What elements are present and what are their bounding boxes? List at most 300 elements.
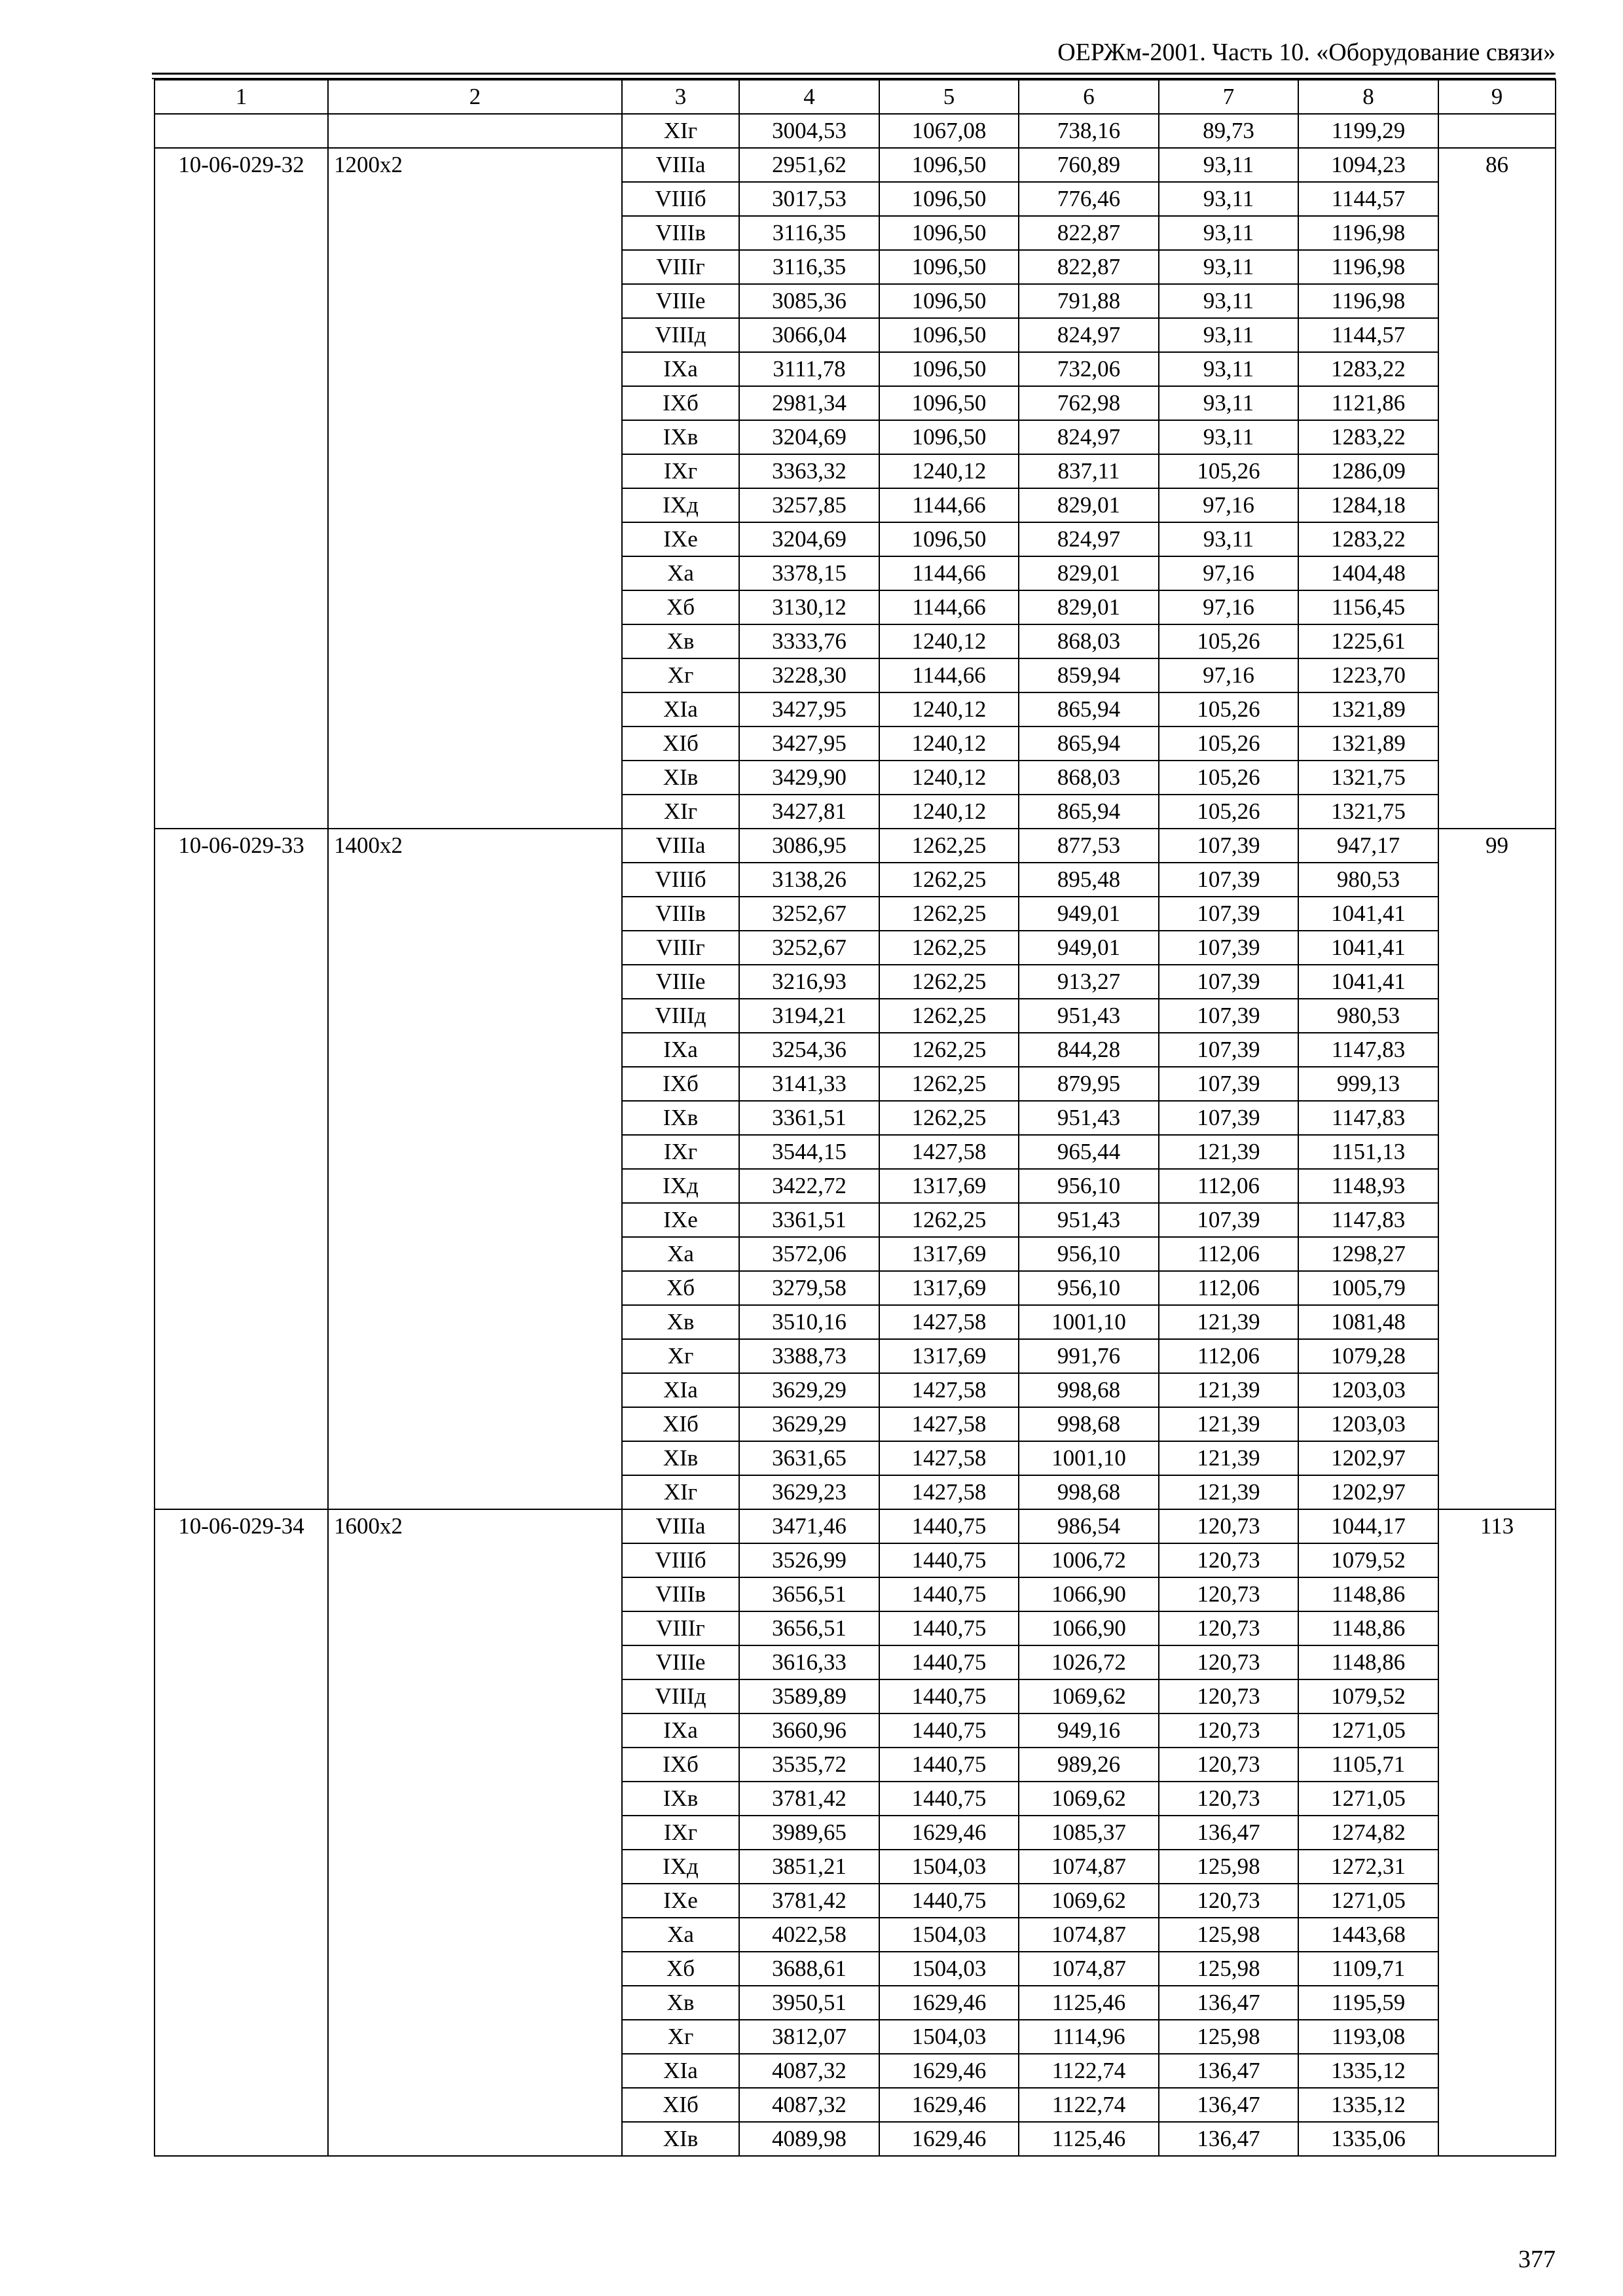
value-cell: 1148,86: [1298, 1577, 1438, 1611]
value-cell: 3629,23: [739, 1475, 879, 1509]
value-cell: 3572,06: [739, 1237, 879, 1271]
value-cell: 1440,75: [879, 1577, 1019, 1611]
value-cell: 1225,61: [1298, 624, 1438, 658]
value-cell: 120,73: [1159, 1509, 1298, 1543]
value-cell: XIв: [622, 2122, 739, 2156]
value-cell: 1440,75: [879, 1884, 1019, 1918]
value-cell: Xб: [622, 590, 739, 624]
value-cell: IXг: [622, 1816, 739, 1850]
value-cell: 824,97: [1019, 318, 1159, 352]
value-cell: IXд: [622, 1169, 739, 1203]
value-cell: XIа: [622, 692, 739, 726]
value-cell: IXе: [622, 522, 739, 556]
value-cell: 3254,36: [739, 1033, 879, 1067]
value-cell: 121,39: [1159, 1407, 1298, 1441]
value-cell: VIIIв: [622, 1577, 739, 1611]
value-cell: IXд: [622, 488, 739, 522]
value-cell: 1274,82: [1298, 1816, 1438, 1850]
value-cell: 3656,51: [739, 1611, 879, 1645]
value-cell: 1262,25: [879, 1033, 1019, 1067]
code-cell: 10-06-029-32: [155, 148, 328, 829]
value-cell: 97,16: [1159, 590, 1298, 624]
value-cell: 107,39: [1159, 965, 1298, 999]
value-cell: 1096,50: [879, 216, 1019, 250]
value-cell: 97,16: [1159, 556, 1298, 590]
value-cell: XIв: [622, 1441, 739, 1475]
value-cell: IXб: [622, 1067, 739, 1101]
value-cell: 125,98: [1159, 2020, 1298, 2054]
value-cell: 1105,71: [1298, 1748, 1438, 1782]
value-cell: 991,76: [1019, 1339, 1159, 1373]
value-cell: 3361,51: [739, 1203, 879, 1237]
value-cell: 1066,90: [1019, 1611, 1159, 1645]
value-cell: 1271,05: [1298, 1713, 1438, 1748]
value-cell: 120,73: [1159, 1782, 1298, 1816]
value-cell: 136,47: [1159, 2088, 1298, 2122]
value-cell: 3427,95: [739, 692, 879, 726]
value-cell: 3116,35: [739, 216, 879, 250]
value-cell: 3656,51: [739, 1577, 879, 1611]
value-cell: 3851,21: [739, 1850, 879, 1884]
value-cell: 1317,69: [879, 1237, 1019, 1271]
value-cell: 107,39: [1159, 1101, 1298, 1135]
value-cell: 1240,12: [879, 795, 1019, 829]
value-cell: 859,94: [1019, 658, 1159, 692]
value-cell: Xб: [622, 1271, 739, 1305]
value-cell: 120,73: [1159, 1543, 1298, 1577]
value-cell: 1335,12: [1298, 2088, 1438, 2122]
value-cell: 844,28: [1019, 1033, 1159, 1067]
value-cell: 107,39: [1159, 863, 1298, 897]
value-cell: 1151,13: [1298, 1135, 1438, 1169]
value-cell: 1202,97: [1298, 1475, 1438, 1509]
value-cell: 1096,50: [879, 284, 1019, 318]
value-cell: 877,53: [1019, 829, 1159, 863]
table-row: [155, 1509, 1556, 1543]
value-cell: VIIIа: [622, 148, 739, 182]
value-cell: 1144,66: [879, 590, 1019, 624]
header-rule: [152, 73, 1556, 75]
value-cell: XIа: [622, 2054, 739, 2088]
value-cell: 3510,16: [739, 1305, 879, 1339]
value-cell: XIв: [622, 761, 739, 795]
value-cell: 1262,25: [879, 1203, 1019, 1237]
value-cell: 120,73: [1159, 1577, 1298, 1611]
value-cell: 4087,32: [739, 2088, 879, 2122]
value-cell: 998,68: [1019, 1373, 1159, 1407]
value-cell: 1079,28: [1298, 1339, 1438, 1373]
value-cell: 93,11: [1159, 318, 1298, 352]
value-cell: 1001,10: [1019, 1305, 1159, 1339]
value-cell: 949,01: [1019, 931, 1159, 965]
value-cell: 829,01: [1019, 590, 1159, 624]
value-cell: 125,98: [1159, 1918, 1298, 1952]
column-number: 8: [1298, 80, 1438, 114]
value-cell: 1148,86: [1298, 1611, 1438, 1645]
value-cell: 93,11: [1159, 216, 1298, 250]
value-cell: 1144,66: [879, 658, 1019, 692]
value-cell: IXв: [622, 1782, 739, 1816]
value-cell: 1504,03: [879, 1850, 1019, 1884]
value-cell: 3388,73: [739, 1339, 879, 1373]
value-cell: 1440,75: [879, 1543, 1019, 1577]
value-cell: 3781,42: [739, 1782, 879, 1816]
value-cell: 1001,10: [1019, 1441, 1159, 1475]
value-cell: VIIIг: [622, 1611, 739, 1645]
value-cell: 3812,07: [739, 2020, 879, 2054]
mass-cell: 99: [1438, 829, 1556, 1509]
value-cell: 1427,58: [879, 1135, 1019, 1169]
value-cell: 1122,74: [1019, 2088, 1159, 2122]
column-number: 9: [1438, 80, 1556, 114]
value-cell: VIIIд: [622, 318, 739, 352]
value-cell: IXа: [622, 1713, 739, 1748]
value-cell: XIа: [622, 1373, 739, 1407]
value-cell: Xв: [622, 1305, 739, 1339]
value-cell: 822,87: [1019, 250, 1159, 284]
value-cell: VIIIб: [622, 182, 739, 216]
value-cell: 3535,72: [739, 1748, 879, 1782]
value-cell: 1096,50: [879, 318, 1019, 352]
value-cell: 1096,50: [879, 250, 1019, 284]
value-cell: Xв: [622, 624, 739, 658]
value-cell: 112,06: [1159, 1169, 1298, 1203]
value-cell: 1440,75: [879, 1713, 1019, 1748]
value-cell: 3427,95: [739, 726, 879, 761]
table-row: [155, 114, 1556, 148]
value-cell: 136,47: [1159, 2122, 1298, 2156]
value-cell: 112,06: [1159, 1339, 1298, 1373]
value-cell: 1109,71: [1298, 1952, 1438, 1986]
value-cell: Xа: [622, 1237, 739, 1271]
value-cell: 1147,83: [1298, 1203, 1438, 1237]
value-cell: Xг: [622, 658, 739, 692]
running-header: ОЕРЖм-2001. Часть 10. «Оборудование связи»: [1057, 39, 1556, 66]
value-cell: 89,73: [1159, 114, 1298, 148]
value-cell: 4087,32: [739, 2054, 879, 2088]
value-cell: 980,53: [1298, 863, 1438, 897]
value-cell: VIIIе: [622, 1645, 739, 1679]
value-cell: 1629,46: [879, 2054, 1019, 2088]
value-cell: 1317,69: [879, 1271, 1019, 1305]
value-cell: 1283,22: [1298, 352, 1438, 386]
value-cell: 4022,58: [739, 1918, 879, 1952]
value-cell: 1427,58: [879, 1475, 1019, 1509]
value-cell: IXг: [622, 1135, 739, 1169]
value-cell: 1147,83: [1298, 1033, 1438, 1067]
price-table: [154, 79, 1556, 2157]
value-cell: 980,53: [1298, 999, 1438, 1033]
value-cell: IXб: [622, 386, 739, 420]
value-cell: 1321,89: [1298, 726, 1438, 761]
value-cell: 1335,06: [1298, 2122, 1438, 2156]
value-cell: 868,03: [1019, 761, 1159, 795]
value-cell: 1262,25: [879, 965, 1019, 999]
value-cell: 1196,98: [1298, 216, 1438, 250]
value-cell: VIIIе: [622, 284, 739, 318]
value-cell: 3688,61: [739, 1952, 879, 1986]
value-cell: 1440,75: [879, 1645, 1019, 1679]
value-cell: 1262,25: [879, 999, 1019, 1033]
value-cell: 1443,68: [1298, 1918, 1438, 1952]
value-cell: 2981,34: [739, 386, 879, 420]
value-cell: 913,27: [1019, 965, 1159, 999]
value-cell: 1271,05: [1298, 1884, 1438, 1918]
value-cell: VIIIв: [622, 216, 739, 250]
value-cell: 3066,04: [739, 318, 879, 352]
value-cell: 865,94: [1019, 795, 1159, 829]
value-cell: 1144,66: [879, 556, 1019, 590]
value-cell: IXб: [622, 1748, 739, 1782]
value-cell: VIIIе: [622, 965, 739, 999]
value-cell: VIIIг: [622, 250, 739, 284]
value-cell: 956,10: [1019, 1237, 1159, 1271]
value-cell: 989,26: [1019, 1748, 1159, 1782]
value-cell: 93,11: [1159, 352, 1298, 386]
value-cell: 1195,59: [1298, 1986, 1438, 2020]
value-cell: 1440,75: [879, 1782, 1019, 1816]
value-cell: 1026,72: [1019, 1645, 1159, 1679]
code-cell: 10-06-029-33: [155, 829, 328, 1509]
value-cell: 3204,69: [739, 522, 879, 556]
value-cell: 121,39: [1159, 1441, 1298, 1475]
value-cell: 3629,29: [739, 1373, 879, 1407]
value-cell: 1262,25: [879, 1067, 1019, 1101]
value-cell: 3989,65: [739, 1816, 879, 1850]
column-number: 6: [1019, 80, 1159, 114]
value-cell: 1094,23: [1298, 148, 1438, 182]
value-cell: XIг: [622, 114, 739, 148]
value-cell: 1440,75: [879, 1748, 1019, 1782]
value-cell: 1262,25: [879, 931, 1019, 965]
value-cell: 998,68: [1019, 1475, 1159, 1509]
size-cell: 1600х2: [328, 1509, 622, 2156]
value-cell: 3544,15: [739, 1135, 879, 1169]
value-cell: 3616,33: [739, 1645, 879, 1679]
value-cell: 93,11: [1159, 148, 1298, 182]
value-cell: 947,17: [1298, 829, 1438, 863]
value-cell: 107,39: [1159, 999, 1298, 1033]
value-cell: 3589,89: [739, 1679, 879, 1713]
value-cell: 1335,12: [1298, 2054, 1438, 2088]
value-cell: XIг: [622, 795, 739, 829]
value-cell: 1156,45: [1298, 590, 1438, 624]
value-cell: IXв: [622, 1101, 739, 1135]
value-cell: 1262,25: [879, 1101, 1019, 1135]
value-cell: 107,39: [1159, 829, 1298, 863]
value-cell: 3526,99: [739, 1543, 879, 1577]
value-cell: IXг: [622, 454, 739, 488]
table-body: [155, 80, 1556, 2156]
value-cell: 105,26: [1159, 761, 1298, 795]
page-number: 377: [1518, 2246, 1556, 2273]
value-cell: 107,39: [1159, 897, 1298, 931]
value-cell: 956,10: [1019, 1169, 1159, 1203]
value-cell: 1121,86: [1298, 386, 1438, 420]
value-cell: IXа: [622, 1033, 739, 1067]
value-cell: 3111,78: [739, 352, 879, 386]
mass-cell: 113: [1438, 1509, 1556, 2156]
value-cell: 136,47: [1159, 1816, 1298, 1850]
value-cell: 1074,87: [1019, 1918, 1159, 1952]
value-cell: 3252,67: [739, 897, 879, 931]
value-cell: 3228,30: [739, 658, 879, 692]
value-cell: 121,39: [1159, 1135, 1298, 1169]
value-cell: 105,26: [1159, 726, 1298, 761]
value-cell: IXе: [622, 1884, 739, 1918]
value-cell: 1096,50: [879, 148, 1019, 182]
value-cell: 3279,58: [739, 1271, 879, 1305]
value-cell: XIг: [622, 1475, 739, 1509]
value-cell: 120,73: [1159, 1748, 1298, 1782]
value-cell: 1504,03: [879, 1918, 1019, 1952]
value-cell: VIIIб: [622, 1543, 739, 1577]
value-cell: 105,26: [1159, 454, 1298, 488]
size-cell: [328, 114, 622, 148]
value-cell: 3138,26: [739, 863, 879, 897]
value-cell: 1240,12: [879, 692, 1019, 726]
value-cell: 1148,93: [1298, 1169, 1438, 1203]
value-cell: 1629,46: [879, 2088, 1019, 2122]
value-cell: 1440,75: [879, 1611, 1019, 1645]
value-cell: 3141,33: [739, 1067, 879, 1101]
value-cell: IXа: [622, 352, 739, 386]
value-cell: 1085,37: [1019, 1816, 1159, 1850]
column-number-row: [155, 80, 1556, 114]
value-cell: 951,43: [1019, 999, 1159, 1033]
table-row: [155, 829, 1556, 863]
value-cell: 762,98: [1019, 386, 1159, 420]
value-cell: 125,98: [1159, 1952, 1298, 1986]
value-cell: Xб: [622, 1952, 739, 1986]
code-cell: 10-06-029-34: [155, 1509, 328, 2156]
value-cell: 824,97: [1019, 522, 1159, 556]
value-cell: 1223,70: [1298, 658, 1438, 692]
value-cell: 93,11: [1159, 284, 1298, 318]
value-cell: 1240,12: [879, 454, 1019, 488]
value-cell: 1240,12: [879, 624, 1019, 658]
value-cell: 865,94: [1019, 692, 1159, 726]
value-cell: 97,16: [1159, 488, 1298, 522]
value-cell: 868,03: [1019, 624, 1159, 658]
value-cell: 1440,75: [879, 1509, 1019, 1543]
value-cell: 1272,31: [1298, 1850, 1438, 1884]
value-cell: VIIIа: [622, 829, 739, 863]
value-cell: IXв: [622, 420, 739, 454]
value-cell: VIIIд: [622, 1679, 739, 1713]
value-cell: 776,46: [1019, 182, 1159, 216]
value-cell: VIIIб: [622, 863, 739, 897]
value-cell: 120,73: [1159, 1884, 1298, 1918]
value-cell: 93,11: [1159, 522, 1298, 556]
value-cell: 1504,03: [879, 2020, 1019, 2054]
value-cell: 1504,03: [879, 1952, 1019, 1986]
table-row: [155, 148, 1556, 182]
value-cell: 1271,05: [1298, 1782, 1438, 1816]
value-cell: 1096,50: [879, 420, 1019, 454]
value-cell: 1096,50: [879, 182, 1019, 216]
value-cell: 837,11: [1019, 454, 1159, 488]
value-cell: 3017,53: [739, 182, 879, 216]
value-cell: 1283,22: [1298, 522, 1438, 556]
value-cell: 1202,97: [1298, 1441, 1438, 1475]
value-cell: VIIIа: [622, 1509, 739, 1543]
value-cell: 120,73: [1159, 1611, 1298, 1645]
value-cell: VIIIг: [622, 931, 739, 965]
value-cell: 1317,69: [879, 1169, 1019, 1203]
value-cell: IXд: [622, 1850, 739, 1884]
column-number: 1: [155, 80, 328, 114]
value-cell: 1240,12: [879, 761, 1019, 795]
value-cell: Xг: [622, 2020, 739, 2054]
value-cell: 3204,69: [739, 420, 879, 454]
value-cell: 1203,03: [1298, 1373, 1438, 1407]
value-cell: 3471,46: [739, 1509, 879, 1543]
value-cell: 121,39: [1159, 1475, 1298, 1509]
value-cell: 97,16: [1159, 658, 1298, 692]
value-cell: 3130,12: [739, 590, 879, 624]
value-cell: 1286,09: [1298, 454, 1438, 488]
value-cell: 3257,85: [739, 488, 879, 522]
value-cell: 1193,08: [1298, 2020, 1438, 2054]
value-cell: 120,73: [1159, 1645, 1298, 1679]
value-cell: 1240,12: [879, 726, 1019, 761]
value-cell: Xг: [622, 1339, 739, 1373]
value-cell: 1284,18: [1298, 488, 1438, 522]
value-cell: 1262,25: [879, 829, 1019, 863]
value-cell: IXе: [622, 1203, 739, 1237]
value-cell: 1262,25: [879, 863, 1019, 897]
value-cell: 1321,89: [1298, 692, 1438, 726]
value-cell: 1404,48: [1298, 556, 1438, 590]
value-cell: 999,13: [1298, 1067, 1438, 1101]
value-cell: 1321,75: [1298, 795, 1438, 829]
value-cell: 3631,65: [739, 1441, 879, 1475]
value-cell: 3194,21: [739, 999, 879, 1033]
value-cell: 93,11: [1159, 182, 1298, 216]
value-cell: 107,39: [1159, 1033, 1298, 1067]
value-cell: 1196,98: [1298, 284, 1438, 318]
value-cell: 1067,08: [879, 114, 1019, 148]
value-cell: Xа: [622, 556, 739, 590]
value-cell: 1074,87: [1019, 1850, 1159, 1884]
value-cell: 3004,53: [739, 114, 879, 148]
value-cell: 1629,46: [879, 1986, 1019, 2020]
value-cell: 112,06: [1159, 1271, 1298, 1305]
value-cell: 1079,52: [1298, 1679, 1438, 1713]
size-cell: 1400х2: [328, 829, 622, 1509]
value-cell: 1317,69: [879, 1339, 1019, 1373]
value-cell: 1298,27: [1298, 1237, 1438, 1271]
value-cell: 1006,72: [1019, 1543, 1159, 1577]
value-cell: 105,26: [1159, 795, 1298, 829]
mass-cell: [1438, 114, 1556, 148]
column-number: 5: [879, 80, 1019, 114]
value-cell: 1041,41: [1298, 931, 1438, 965]
column-number: 7: [1159, 80, 1298, 114]
value-cell: 121,39: [1159, 1305, 1298, 1339]
value-cell: 105,26: [1159, 624, 1298, 658]
value-cell: 1629,46: [879, 1816, 1019, 1850]
value-cell: 1125,46: [1019, 2122, 1159, 2156]
value-cell: 1427,58: [879, 1441, 1019, 1475]
value-cell: 125,98: [1159, 1850, 1298, 1884]
value-cell: 879,95: [1019, 1067, 1159, 1101]
value-cell: 1074,87: [1019, 1952, 1159, 1986]
value-cell: 2951,62: [739, 148, 879, 182]
value-cell: 1144,66: [879, 488, 1019, 522]
value-cell: 829,01: [1019, 488, 1159, 522]
